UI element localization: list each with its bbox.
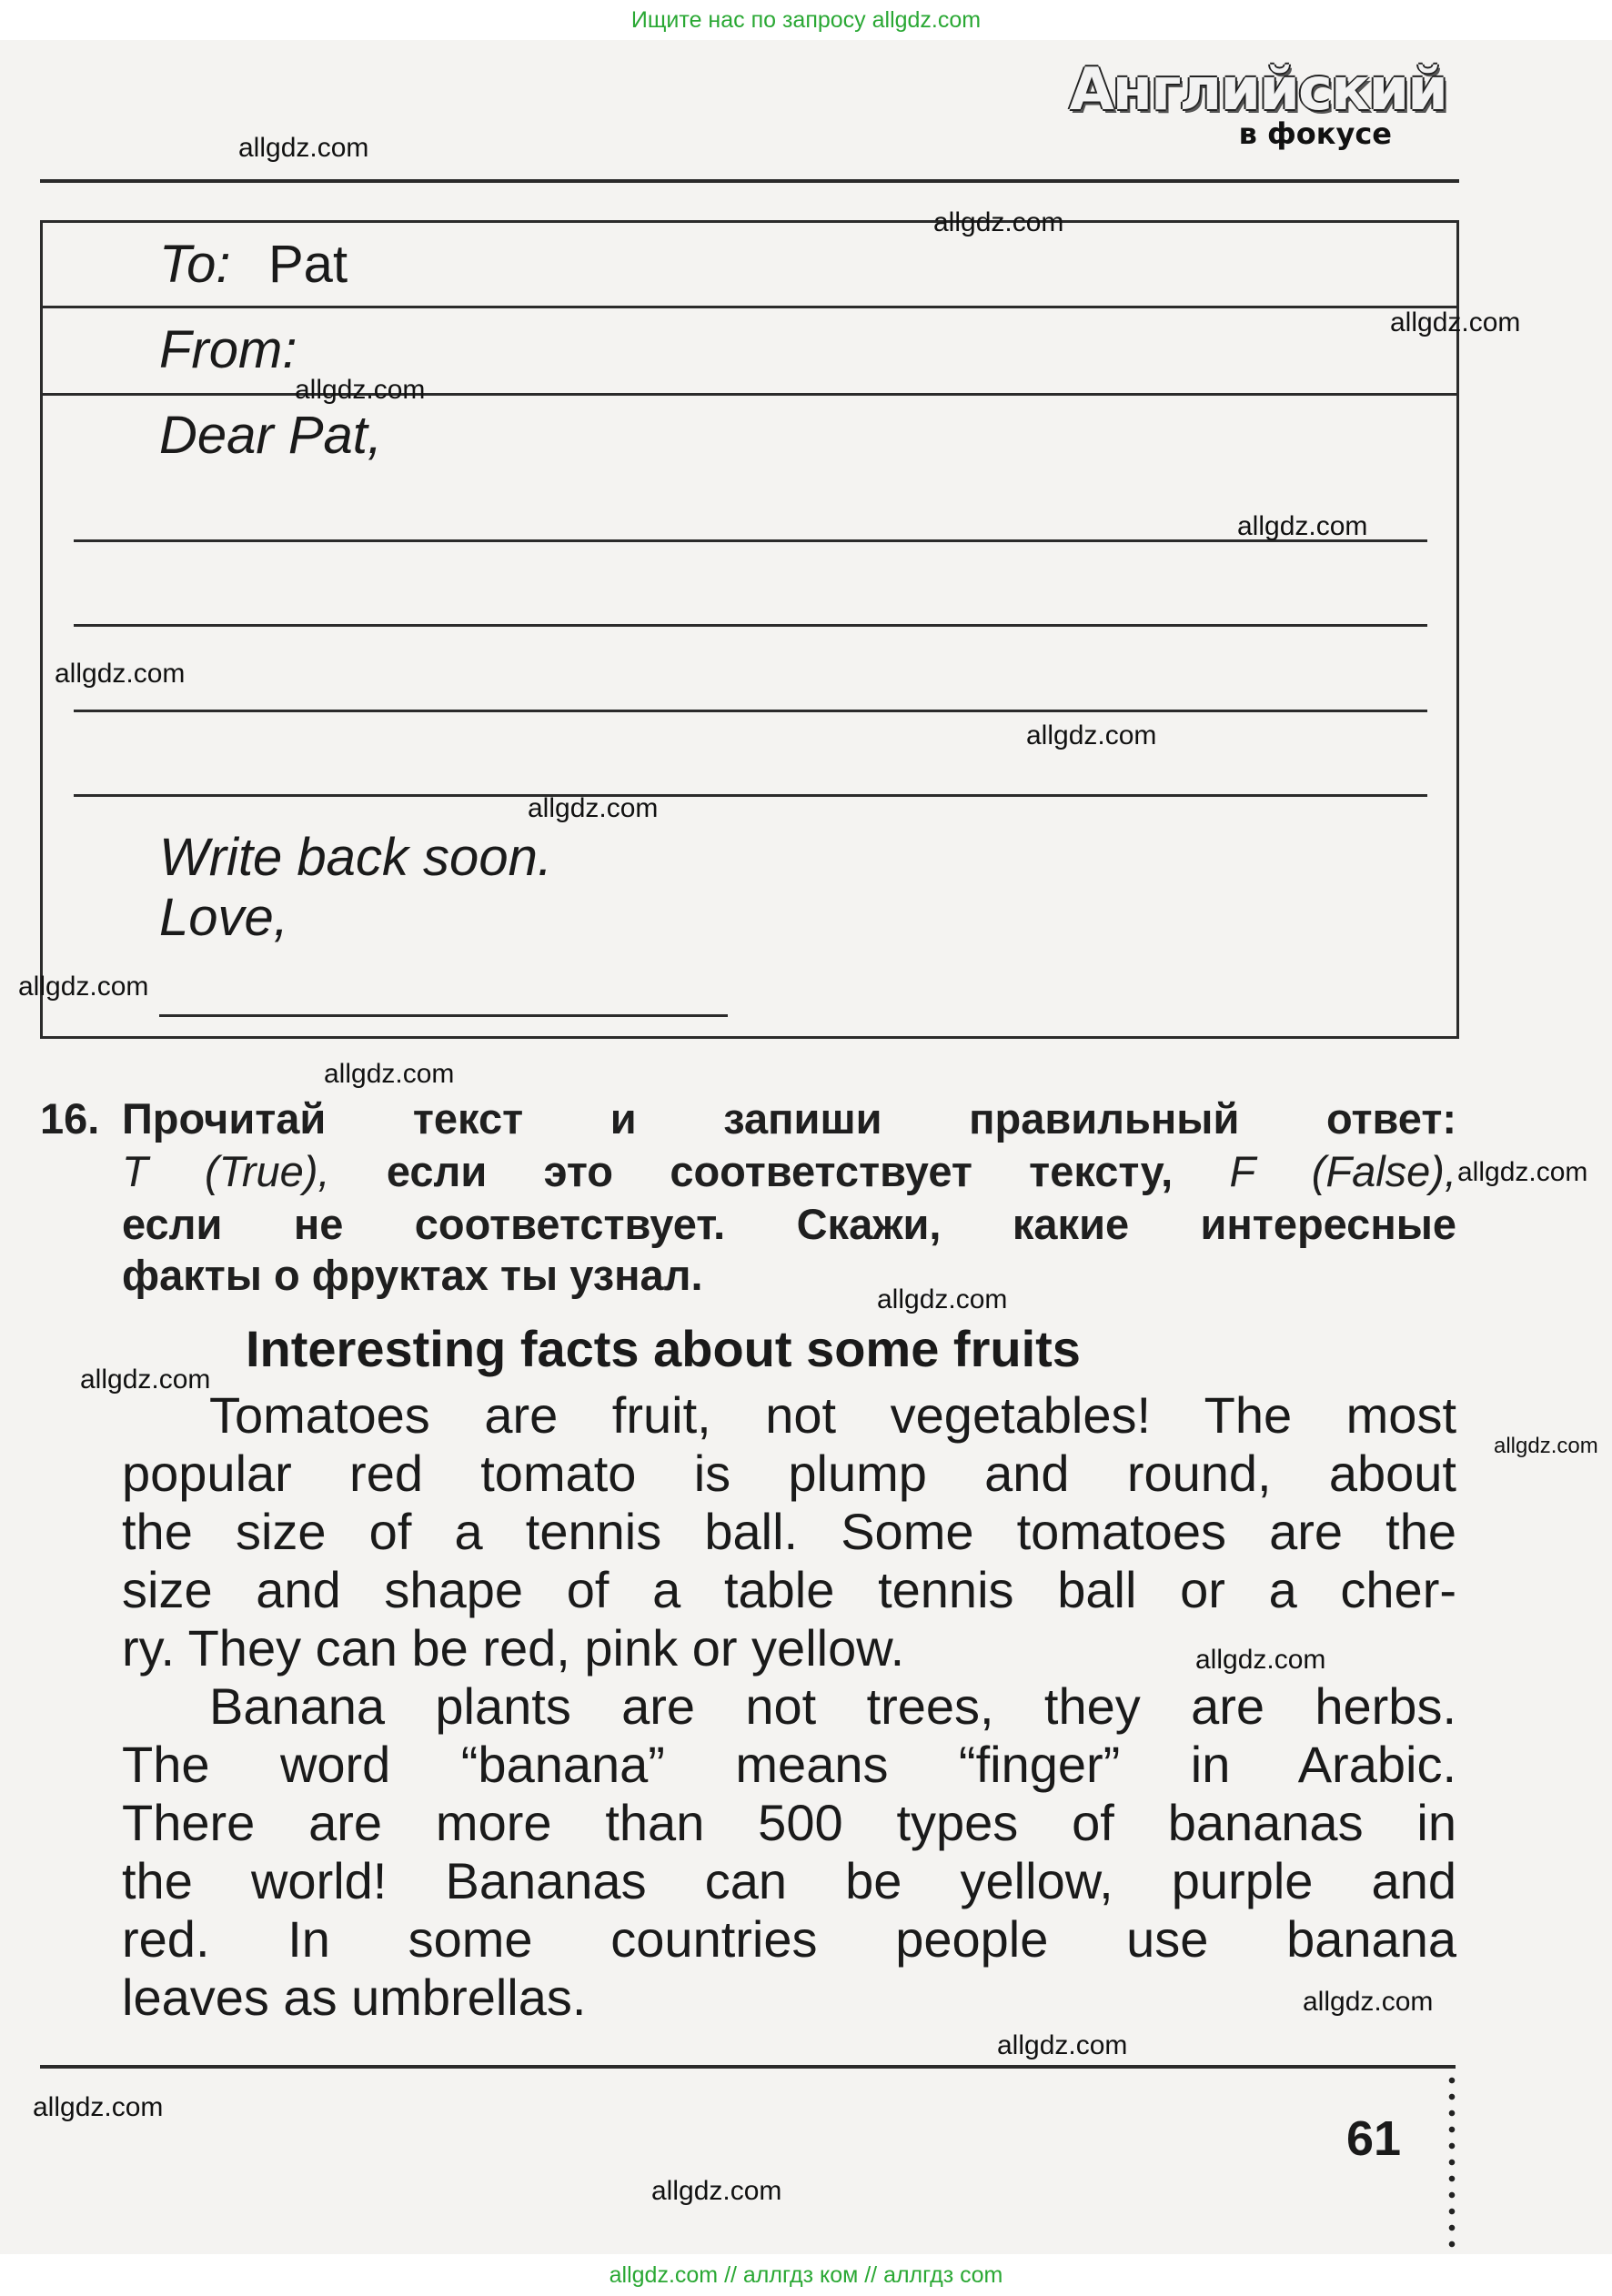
watermark: allgdz.com: [295, 375, 426, 405]
logo-subtitle: в фокусе: [1238, 116, 1392, 151]
paragraph-line: The word “banana” means “finger” in Arabic.: [122, 1736, 1456, 1793]
footer-rule: [40, 2065, 1456, 2069]
writing-line[interactable]: [74, 710, 1427, 712]
instruction-line: если не соответствует. Скажи, какие интересные: [122, 1200, 1456, 1248]
watermark: allgdz.com: [324, 1059, 455, 1089]
header-rule: [40, 179, 1459, 183]
signature-line[interactable]: [159, 1014, 728, 1017]
paragraph-line: There are more than 500 types of bananas in: [122, 1794, 1456, 1851]
writing-line[interactable]: [74, 624, 1427, 627]
page-number: 61: [1346, 2111, 1402, 2166]
watermark: allgdz.com: [933, 207, 1064, 237]
writing-line[interactable]: [74, 539, 1427, 542]
watermark: allgdz.com: [1195, 1645, 1326, 1675]
watermark: allgdz.com: [238, 133, 369, 163]
watermark: allgdz.com: [55, 659, 186, 689]
paragraph-line: popular red tomato is plump and round, about: [122, 1445, 1456, 1502]
watermark: allgdz.com: [1237, 511, 1368, 541]
instruction-line: факты о фруктах ты узнал.: [122, 1251, 703, 1299]
paragraph-line: size and shape of a table tennis ball or a cher-: [122, 1561, 1456, 1618]
greeting: Dear Pat,: [159, 406, 382, 465]
to-label: To:: [159, 235, 231, 294]
watermark: allgdz.com: [877, 1284, 1008, 1314]
watermark: allgdz.com: [528, 793, 659, 823]
watermark: allgdz.com: [1026, 720, 1157, 750]
watermark: allgdz.com: [1457, 1157, 1588, 1187]
row-divider: [43, 306, 1456, 308]
paragraph-line: Banana plants are not trees, they are herbs.: [209, 1677, 1456, 1735]
dotted-edge: [1448, 2072, 1456, 2254]
logo-title: Английский: [1069, 56, 1446, 124]
instruction-line: Прочитай текст и запиши правильный ответ:: [122, 1094, 1456, 1143]
paragraph-line: red. In some countries people use banana: [122, 1910, 1456, 1968]
watermark: allgdz.com: [33, 2092, 164, 2122]
instruction-fragment: если это соответствует тексту,: [329, 1147, 1230, 1195]
exercise-number: 16.: [40, 1094, 100, 1143]
true-option: T (True),: [122, 1147, 330, 1195]
top-banner[interactable]: Ищите нас по запросу allgdz.com: [0, 0, 1612, 40]
instruction-line: [122, 1146, 1456, 1197]
closing-line-1: Write back soon.: [159, 828, 552, 887]
from-label: From:: [159, 320, 297, 379]
false-option: F (False),: [1229, 1147, 1457, 1195]
paragraph-line: the size of a tennis ball. Some tomatoes are the: [122, 1503, 1456, 1560]
watermark: allgdz.com: [1390, 307, 1521, 337]
reading-title: Interesting facts about some fruits: [246, 1320, 1081, 1377]
watermark: allgdz.com: [997, 2030, 1128, 2060]
row-divider: [43, 393, 1456, 396]
paragraph-line: leaves as umbrellas.: [122, 1969, 587, 2026]
paragraph-line: Tomatoes are fruit, not vegetables! The most: [209, 1386, 1456, 1444]
watermark: allgdz.com: [1303, 1987, 1434, 2017]
paragraph-line: the world! Bananas can be yellow, purple and: [122, 1852, 1456, 1909]
writing-line[interactable]: [74, 794, 1427, 797]
letter-box: [40, 220, 1459, 1039]
watermark: allgdz.com: [651, 2176, 782, 2206]
watermark: allgdz.com: [18, 972, 149, 1002]
watermark: allgdz.com: [1494, 1434, 1598, 1458]
paragraph-line: ry. They can be red, pink or yellow.: [122, 1619, 905, 1677]
watermark: allgdz.com: [80, 1365, 211, 1395]
closing-line-2: Love,: [159, 888, 288, 947]
bottom-banner[interactable]: allgdz.com // аллгдз ком // аллгдз com: [0, 2254, 1612, 2296]
to-name: Pat: [268, 235, 348, 294]
